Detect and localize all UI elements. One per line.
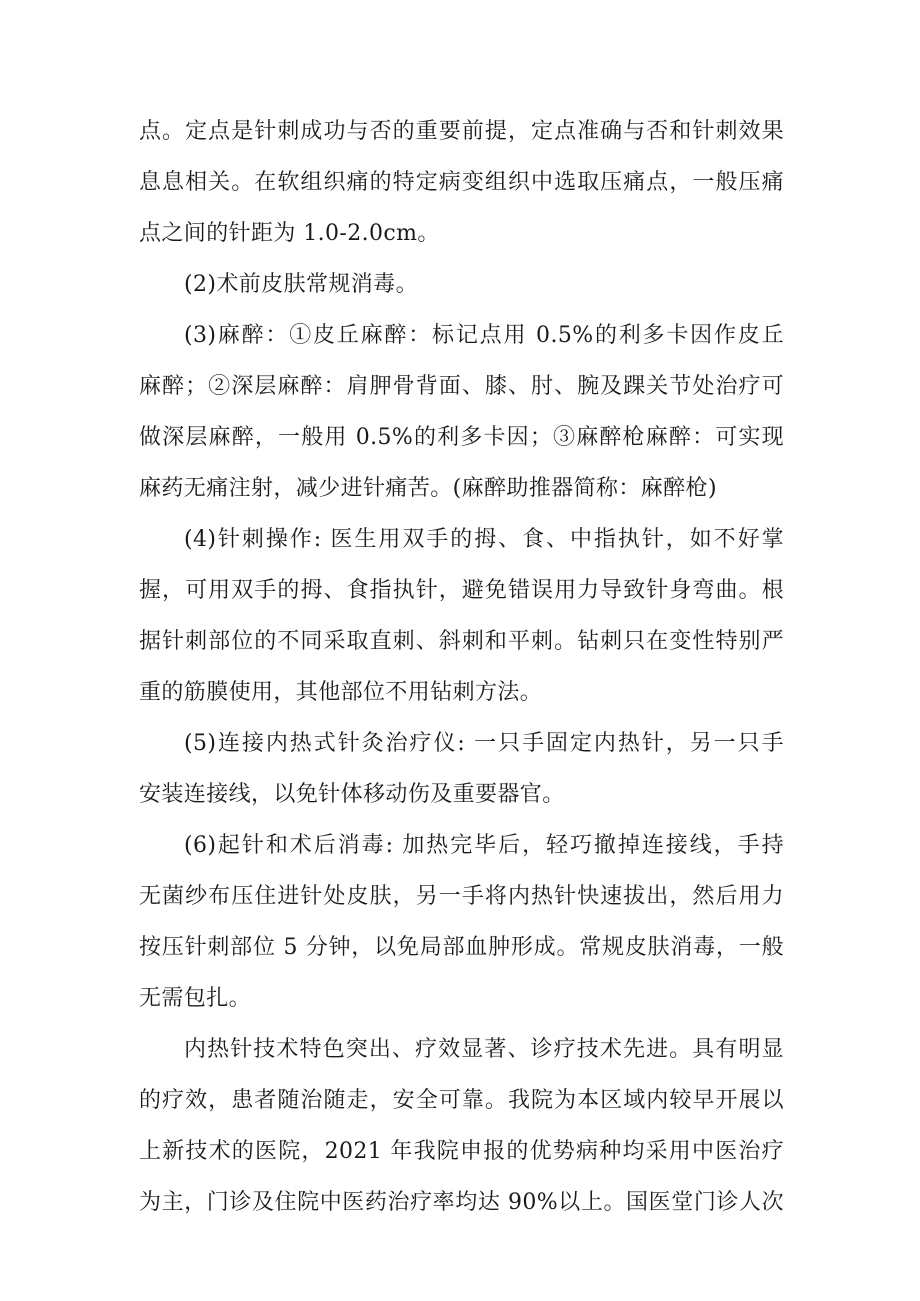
text-line: 无需包扎。	[139, 986, 252, 1011]
text-line: (6)起针和术后消毒: 加热完毕后，轻巧撤掉连接线，手持	[184, 833, 784, 858]
text-line: 握，可用双手的拇、食指执针，避免错误用力导致针身弯曲。根	[139, 578, 784, 603]
text-line: 安装连接线，以免针体移动伤及重要器官。	[139, 782, 565, 807]
text-line: 上新技术的医院，2021 年我院申报的优势病种均采用中医治疗	[139, 1139, 784, 1164]
text-line: 内热针技术特色突出、疗效显著、诊疗技术先进。具有明显	[184, 1037, 784, 1062]
text-line: 息息相关。在软组织痛的特定病变组织中选取压痛点，一般压痛	[139, 170, 784, 195]
text-line: 麻药无痛注射，减少进针痛苦。(麻醉助推器简称：麻醉枪)	[139, 476, 717, 501]
text-line: 为主，门诊及住院中医药治疗率均达 90%以上。国医堂门诊人次	[139, 1190, 784, 1215]
text-line: 点之间的针距为 1.0-2.0cm。	[139, 221, 440, 246]
text-line: 做深层麻醉，一般用 0.5%的利多卡因；③麻醉枪麻醉：可实现	[139, 425, 784, 450]
text-line: 据针刺部位的不同采取直刺、斜刺和平刺。钻刺只在变性特别严	[139, 629, 784, 654]
text-line: (5)连接内热式针灸治疗仪: 一只手固定内热针，另一只手	[184, 731, 784, 756]
text-line: 按压针刺部位 5 分钟，以免局部血肿形成。常规皮肤消毒，一般	[139, 935, 784, 960]
text-line: (2)术前皮肤常规消毒。	[184, 272, 418, 297]
text-line: 麻醉；②深层麻醉：肩胛骨背面、膝、肘、腕及踝关节处治疗可	[139, 374, 784, 399]
text-line: 无菌纱布压住进针处皮肤，另一手将内热针快速拔出，然后用力	[139, 884, 784, 909]
text-line: 的疗效，患者随治随走，安全可靠。我院为本区域内较早开展以	[139, 1088, 784, 1113]
text-line: (3)麻醉：①皮丘麻醉：标记点用 0.5%的利多卡因作皮丘	[184, 323, 784, 348]
text-line: (4)针刺操作: 医生用双手的拇、食、中指执针，如不好掌	[184, 527, 784, 552]
text-line: 重的筋膜使用，其他部位不用钻刺方法。	[139, 680, 543, 705]
text-line: 点。定点是针刺成功与否的重要前提，定点准确与否和针刺效果	[139, 119, 784, 144]
